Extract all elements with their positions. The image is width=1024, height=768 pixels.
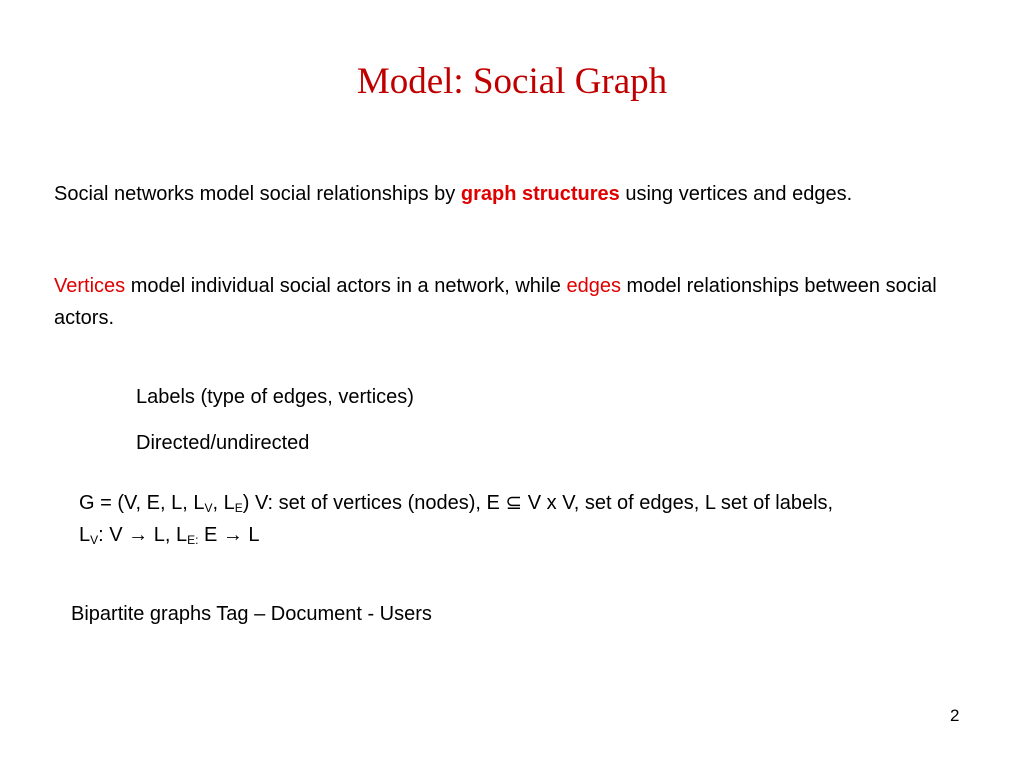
page-number: 2 xyxy=(950,706,960,725)
def-line2-d: L xyxy=(242,524,260,546)
slide-title: Model: Social Graph xyxy=(356,61,668,102)
def-sub-v2: V xyxy=(90,533,99,547)
graph-definition xyxy=(79,487,833,551)
vertices-term: Vertices xyxy=(54,275,126,297)
edges-term: edges xyxy=(566,275,621,297)
arrow-symbol-2: → xyxy=(222,524,243,546)
def-sub-e: E xyxy=(234,501,243,515)
def-rest2: V x V, set of edges, L set of labels, xyxy=(522,492,834,514)
def-comma: , L xyxy=(212,492,235,514)
intro-text-end: using vertices and edges. xyxy=(619,183,853,205)
edges-text: model relationships between social actors. xyxy=(54,275,937,329)
intro-text: Social networks model social relationships by xyxy=(54,183,461,205)
vertices-edges-paragraph xyxy=(54,270,954,334)
bullet-labels: Labels (type of edges, vertices) xyxy=(136,386,414,408)
bullet-directed: Directed/undirected xyxy=(136,432,310,454)
def-line2-c: E xyxy=(198,524,223,546)
def-line2-b: L, L xyxy=(148,524,188,546)
vertices-text: model individual social actors in a network, while xyxy=(125,275,567,297)
graph-structures-highlight: graph structures xyxy=(460,183,620,205)
bipartite-text: Bipartite graphs Tag – Document - Users xyxy=(71,603,432,625)
def-l: L xyxy=(79,524,91,546)
def-line2-a: : V xyxy=(98,524,129,546)
def-sub-v: V xyxy=(204,501,213,515)
arrow-symbol: → xyxy=(128,524,149,546)
def-rest: ) V: set of vertices (nodes), E xyxy=(242,492,506,514)
def-sub-e2: E: xyxy=(187,533,199,547)
def-g: G = (V, E, L, L xyxy=(79,492,205,514)
intro-paragraph xyxy=(54,178,852,210)
subset-symbol: ⊆ xyxy=(505,492,523,514)
